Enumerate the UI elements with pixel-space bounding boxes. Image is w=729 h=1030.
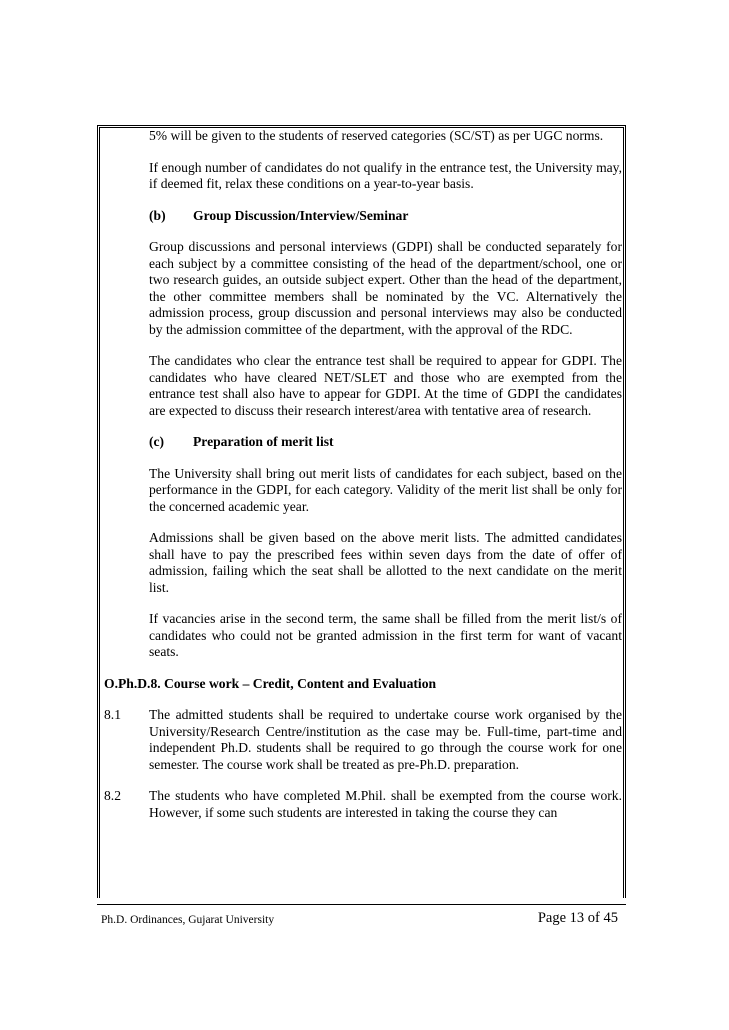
clause-8-1 <box>104 707 624 773</box>
clause-number: 8.1 <box>104 707 121 722</box>
reserved-categories-block <box>149 128 622 661</box>
footer-page-number: Page 13 of 45 <box>537 910 618 926</box>
paragraph-gdpi-committee: Group discussions and personal interviews (GDPI) shall be conducted separately for each subject by a committee consisting of the head of the department/school, one or two research guides, an outside subject expert. Other than the head of the department, the other committee members shall be nominated by the VC. Alternatively the admission process, group discussion and personal interviews may also be conducted by the admission committee of the department, with the approval of the RDC. <box>149 239 622 337</box>
clause-number: 8.2 <box>104 788 121 803</box>
page-footer <box>97 904 626 928</box>
clause-text: The admitted students shall be required to undertake course work organised by the University/Research Centre/institution as the case may be. Full-time, part-time and independent Ph.D. students shall be required to go through the course work for one semester. The course work shall be treated as pre-Ph.D. preparation. <box>149 707 622 772</box>
subheading-c-label: (c) <box>149 434 165 449</box>
subheading-b-label: (b) <box>149 207 166 223</box>
paragraph-relax-conditions: If enough number of candidates do not qualify in the entrance test, the University may, if deemed fit, relax these conditions on a year-to-year basis. <box>149 159 622 191</box>
paragraph-gdpi-candidates: The candidates who clear the entrance test shall be required to appear for GDPI. The candidates who have cleared NET/SLET and those who are exempted from the entrance test shall also have to appear for GDPI. At the time of GDPI the candidates are expected to discuss their research interest/area with tentative area of research. <box>149 353 622 418</box>
page-body <box>104 128 624 836</box>
footer-document-title: Ph.D. Ordinances, Gujarat University <box>101 914 275 926</box>
subheading-c <box>149 434 622 451</box>
subheading-b-title: Group Discussion/Interview/Seminar <box>193 207 409 223</box>
paragraph-reserved-categories: 5% will be given to the students of reserved categories (SC/ST) as per UGC norms. <box>149 128 604 143</box>
paragraph-vacancies: If vacancies arise in the second term, the same shall be filled from the merit list/s of candidates who could not be granted admission in the first term for want of vacant seats. <box>149 611 622 659</box>
clause-8-2 <box>104 788 624 821</box>
section-heading-course-work: O.Ph.D.8. Course work – Credit, Content and Evaluation <box>104 675 437 691</box>
paragraph-admissions: Admissions shall be given based on the above merit lists. The admitted candidates shall have to pay the prescribed fees within seven days from the date of offer of admission, failing which the seat shall be allotted to the next candidate on the merit list. <box>149 530 622 595</box>
subheading-b <box>149 208 622 225</box>
subheading-c-title: Preparation of merit list <box>193 434 334 449</box>
clause-text: The students who have completed M.Phil. shall be exempted from the course work. However, if some such students are interested in taking the course they can <box>149 788 622 820</box>
paragraph-merit-lists: The University shall bring out merit lists of candidates for each subject, based on the performance in the GDPI, for each category. Validity of the merit list shall be only for the concerned academic year. <box>149 465 622 514</box>
